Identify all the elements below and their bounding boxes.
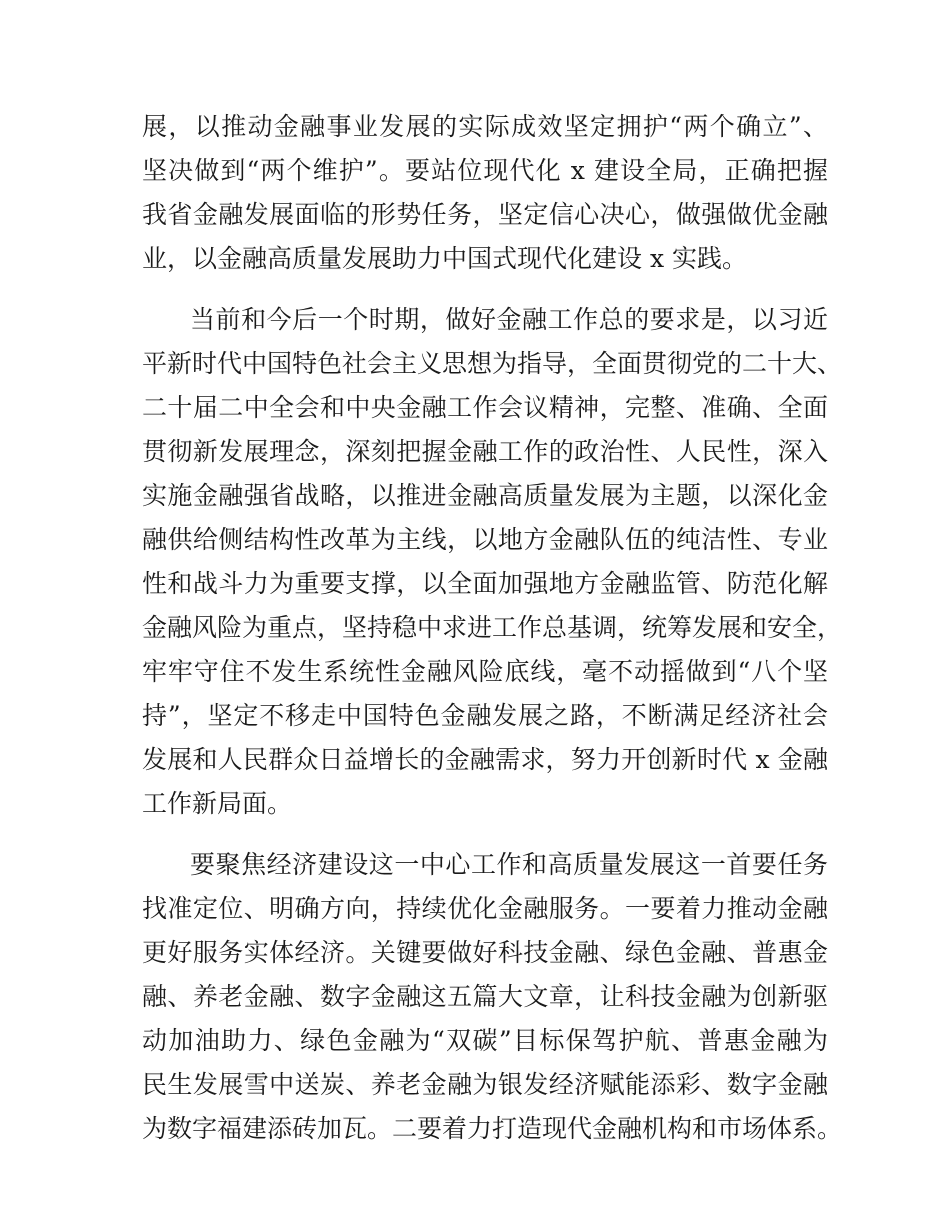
paragraph-3-line-1: 要聚焦经济建设这一中心工作和高质量发展这一首要任务 (190, 850, 828, 879)
paragraph-1-line-3: 我省金融发展面临的形势任务，坚定信心决心，做强做优金融 (142, 200, 828, 229)
paragraph-3-line-6: 民生发展雪中送炭、养老金融为银发经济赋能添彩、数字金融 (142, 1070, 828, 1099)
paragraph-2-line-2: 平新时代中国特色社会主义思想为指导，全面贯彻党的二十大、 (142, 349, 843, 378)
paragraph-3-line-7: 为数字福建添砖加瓦。二要着力打造现代金融机构和市场体系。 (142, 1114, 843, 1143)
paragraph-1-line-4: 业，以金融高质量发展助力中国式现代化建设 x 实践。 (142, 244, 747, 273)
paragraph-2-line-11: 发展和人民群众日益增长的金融需求，努力开创新时代 x 金融 (142, 745, 828, 774)
paragraph-2-line-6: 融供给侧结构性改革为主线，以地方金融队伍的纯洁性、专业 (142, 525, 828, 554)
paragraph-3-line-4: 融、养老金融、数字金融这五篇大文章，让科技金融为创新驱 (142, 982, 828, 1011)
paragraph-2-line-8: 金融风险为重点，坚持稳中求进工作总基调，统筹发展和安全， (142, 613, 843, 642)
paragraph-2-line-12: 工作新局面。 (142, 789, 293, 818)
paragraph-3-line-3: 更好服务实体经济。关键要做好科技金融、绿色金融、普惠金 (142, 938, 828, 967)
paragraph-2-line-10: 持”，坚定不移走中国特色金融发展之路，不断满足经济社会 (142, 701, 828, 730)
paragraph-2-line-3: 二十届二中全会和中央金融工作会议精神，完整、准确、全面 (142, 393, 828, 422)
paragraph-2-line-9: 牢牢守住不发生系统性金融风险底线，毫不动摇做到“八个坚 (142, 657, 828, 686)
paragraph-2-line-4: 贯彻新发展理念，深刻把握金融工作的政治性、人民性，深入 (142, 437, 828, 466)
paragraph-1-line-1: 展，以推动金融事业发展的实际成效坚定拥护“两个确立”、 (142, 112, 828, 141)
paragraph-3-line-5: 动加油助力、绿色金融为“双碳”目标保驾护航、普惠金融为 (142, 1026, 828, 1055)
paragraph-2-line-1: 当前和今后一个时期，做好金融工作总的要求是，以习近 (190, 305, 828, 334)
paragraph-2-line-5: 实施金融强省战略，以推进金融高质量发展为主题，以深化金 (142, 481, 828, 510)
paragraph-3-line-2: 找准定位、明确方向，持续优化金融服务。一要着力推动金融 (142, 894, 828, 923)
paragraph-1-line-2: 坚决做到“两个维护”。要站位现代化 x 建设全局，正确把握 (142, 156, 828, 185)
paragraph-2-line-7: 性和战斗力为重要支撑，以全面加强地方金融监管、防范化解 (142, 569, 828, 598)
